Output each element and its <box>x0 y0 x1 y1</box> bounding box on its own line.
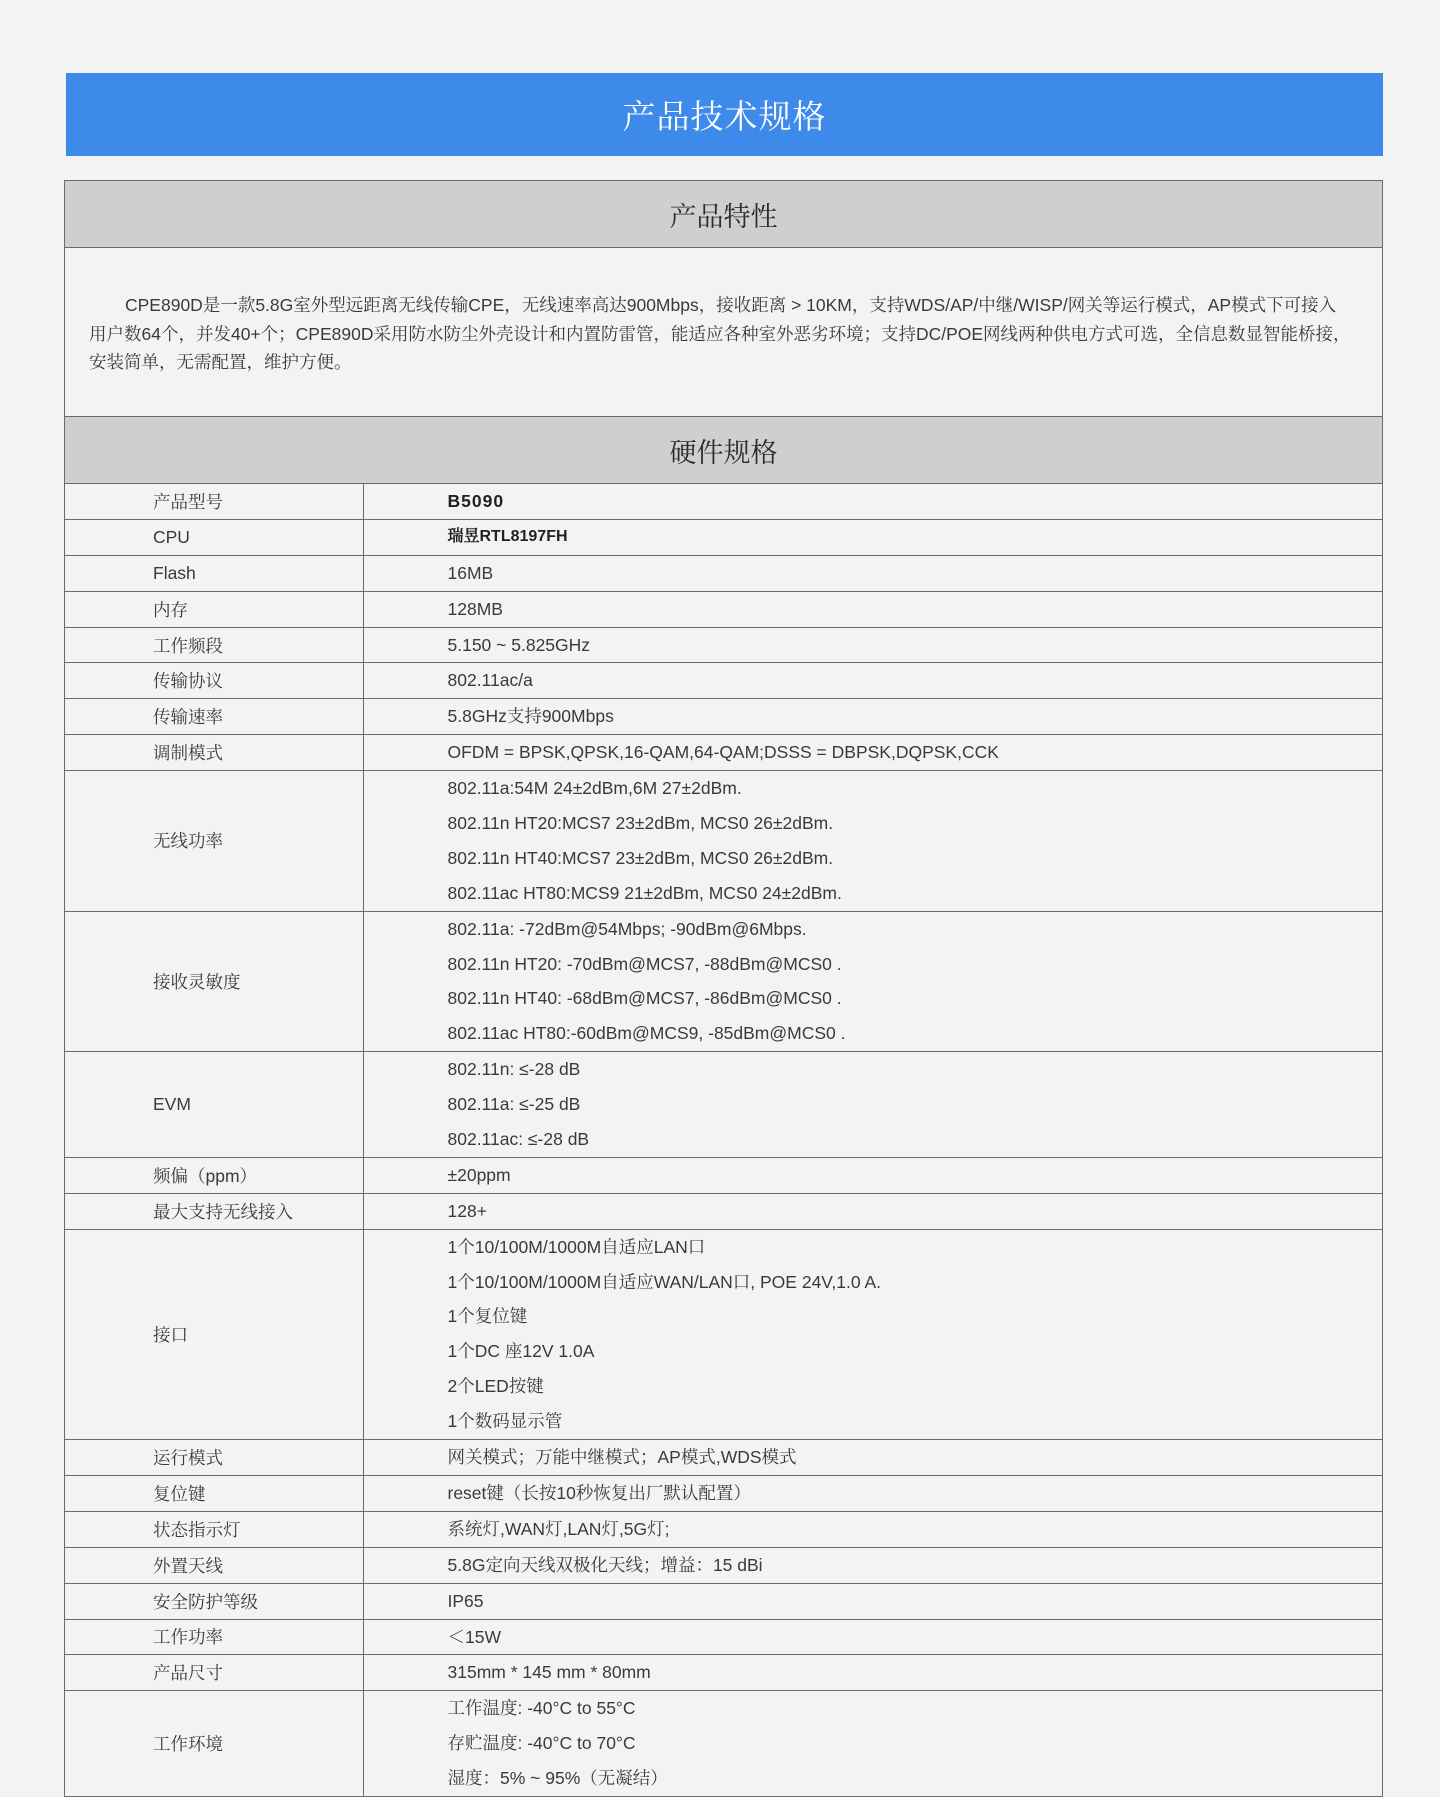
spec-value-line: 系统灯,WAN灯,LAN灯,5G灯; <box>447 1518 670 1539</box>
spec-value-line: 802.11n HT40:MCS7 23±2dBm, MCS0 26±2dBm. <box>447 847 834 868</box>
spec-value <box>363 1440 1382 1476</box>
spec-value <box>363 1052 1382 1158</box>
hardware-spec-table <box>65 484 1382 1796</box>
spec-key: 内存 <box>65 591 363 627</box>
table-row <box>65 699 1382 735</box>
table-row <box>65 1440 1382 1476</box>
spec-key: CPU <box>65 519 363 555</box>
spec-key: 运行模式 <box>65 1440 363 1476</box>
spec-key: 频偏（ppm） <box>65 1157 363 1193</box>
spec-key: 工作频段 <box>65 627 363 663</box>
spec-value-line: ＜15W <box>447 1626 501 1647</box>
spec-value <box>363 735 1382 771</box>
spec-value-line: 802.11ac HT80:MCS9 21±2dBm, MCS0 24±2dBm. <box>447 882 842 903</box>
spec-value <box>363 1511 1382 1547</box>
spec-value-line: 16MB <box>447 562 494 583</box>
banner-title: 产品技术规格 <box>622 98 827 135</box>
spec-value-line: 1个复位键 <box>447 1306 528 1327</box>
spec-key: 最大支持无线接入 <box>65 1193 363 1229</box>
spec-value <box>363 663 1382 699</box>
spec-value-line: reset键（长按10秒恢复出厂默认配置） <box>447 1482 751 1503</box>
spec-value-line: 802.11ac: ≤-28 dB <box>447 1129 590 1150</box>
spec-value-line: 网关模式；万能中继模式；AP模式,WDS模式 <box>447 1447 797 1468</box>
table-row <box>65 735 1382 771</box>
spec-value <box>363 1655 1382 1691</box>
spec-value <box>363 484 1382 519</box>
spec-value-line: 128+ <box>447 1200 487 1221</box>
spec-key: 外置天线 <box>65 1547 363 1583</box>
spec-value-line: OFDM = BPSK,QPSK,16-QAM,64-QAM;DSSS = DBPSK,DQPSK,CCK <box>447 742 999 763</box>
spec-container <box>64 180 1383 1797</box>
spec-value-line: 802.11n: ≤-28 dB <box>447 1059 581 1080</box>
spec-value-line: B5090 <box>447 491 505 511</box>
table-row <box>65 1691 1382 1796</box>
spec-value-line: 存贮温度: -40°C to 70°C <box>447 1733 636 1754</box>
spec-value <box>363 555 1382 591</box>
spec-key: 工作功率 <box>65 1619 363 1655</box>
spec-value <box>363 1619 1382 1655</box>
spec-value <box>363 1193 1382 1229</box>
table-row <box>65 519 1382 555</box>
features-title: 产品特性 <box>669 201 778 232</box>
table-row <box>65 555 1382 591</box>
spec-value-line: 5.8GHz支持900Mbps <box>447 706 614 727</box>
spec-value-line: 802.11ac HT80:-60dBm@MCS9, -85dBm@MCS0 . <box>447 1023 846 1044</box>
spec-value-line: 802.11n HT40: -68dBm@MCS7, -86dBm@MCS0 . <box>447 988 842 1009</box>
spec-value-line: 湿度：5% ~ 95%（无凝结） <box>447 1768 668 1789</box>
spec-key: 传输协议 <box>65 663 363 699</box>
spec-key: 无线功率 <box>65 771 363 912</box>
table-row <box>65 1193 1382 1229</box>
spec-value <box>363 911 1382 1052</box>
spec-value <box>363 519 1382 555</box>
spec-value-line: IP65 <box>447 1590 484 1611</box>
spec-key: 接收灵敏度 <box>65 911 363 1052</box>
spec-key: 传输速率 <box>65 699 363 735</box>
spec-value-line: ±20ppm <box>447 1164 511 1185</box>
spec-value <box>363 1691 1382 1796</box>
spec-value-line: 5.8G定向天线双极化天线；增益：15 dBi <box>447 1554 763 1575</box>
table-row <box>65 1655 1382 1691</box>
spec-value-line: 工作温度: -40°C to 55°C <box>447 1698 636 1719</box>
table-row <box>65 1547 1382 1583</box>
table-row <box>65 771 1382 912</box>
spec-value-line: 1个数码显示管 <box>447 1411 563 1432</box>
table-row <box>65 1052 1382 1158</box>
features-description <box>65 248 1382 417</box>
table-row <box>65 1583 1382 1619</box>
table-row <box>65 1229 1382 1439</box>
spec-key: Flash <box>65 555 363 591</box>
spec-value <box>363 1157 1382 1193</box>
spec-value-line: 2个LED按键 <box>447 1376 544 1397</box>
spec-key: 产品尺寸 <box>65 1655 363 1691</box>
page-banner <box>66 73 1383 156</box>
table-row <box>65 591 1382 627</box>
spec-key: 调制模式 <box>65 735 363 771</box>
spec-value-line: 128MB <box>447 598 503 619</box>
spec-value <box>363 1547 1382 1583</box>
table-row <box>65 911 1382 1052</box>
spec-key: 工作环境 <box>65 1691 363 1796</box>
spec-value-line: 瑞昱RTL8197FH <box>447 527 568 545</box>
table-row <box>65 627 1382 663</box>
spec-value <box>363 1583 1382 1619</box>
spec-value <box>363 1475 1382 1511</box>
spec-value-line: 802.11ac/a <box>447 670 533 691</box>
hardware-header <box>65 417 1382 484</box>
spec-key: 复位键 <box>65 1475 363 1511</box>
table-row <box>65 1619 1382 1655</box>
spec-key: 安全防护等级 <box>65 1583 363 1619</box>
spec-value <box>363 771 1382 912</box>
table-row <box>65 1475 1382 1511</box>
spec-value-line: 1个DC 座12V 1.0A <box>447 1341 595 1362</box>
spec-value-line: 5.150 ~ 5.825GHz <box>447 634 591 655</box>
spec-value-line: 802.11n HT20: -70dBm@MCS7, -88dBm@MCS0 . <box>447 953 842 974</box>
features-text: CPE890D是一款5.8G室外型远距离无线传输CPE，无线速率高达900Mbps，接收距离 > 10KM，支持WDS/AP/中继/WISP/网关等运行模式，AP模式下可接入用户数64个，并发40+个；CPE890D采用防水防尘外壳设计和内置防雷管，能适应各种室外恶劣环境；支持DC/POE网线两种供电方式可选，全信息数显智能桥接，安装简单，无需配置，维护方便。 <box>89 295 1351 372</box>
spec-key: 产品型号 <box>65 484 363 519</box>
spec-value <box>363 699 1382 735</box>
spec-value-line: 802.11a:54M 24±2dBm,6M 27±2dBm. <box>447 778 742 799</box>
spec-value-line: 802.11a: ≤-25 dB <box>447 1094 581 1115</box>
table-row <box>65 1511 1382 1547</box>
spec-value-line: 1个10/100M/1000M自适应WAN/LAN口, POE 24V,1.0 A. <box>447 1271 881 1292</box>
spec-value-line: 802.11a: -72dBm@54Mbps; -90dBm@6Mbps. <box>447 918 807 939</box>
table-row <box>65 1157 1382 1193</box>
spec-value <box>363 1229 1382 1439</box>
spec-key: 接口 <box>65 1229 363 1439</box>
spec-value-line: 1个10/100M/1000M自适应LAN口 <box>447 1236 706 1257</box>
spec-value-line: 315mm * 145 mm * 80mm <box>447 1662 651 1683</box>
spec-key: EVM <box>65 1052 363 1158</box>
features-header <box>65 181 1382 248</box>
hardware-title: 硬件规格 <box>669 437 778 468</box>
table-row <box>65 484 1382 519</box>
table-row <box>65 663 1382 699</box>
spec-key: 状态指示灯 <box>65 1511 363 1547</box>
spec-value <box>363 627 1382 663</box>
spec-value <box>363 591 1382 627</box>
spec-value-line: 802.11n HT20:MCS7 23±2dBm, MCS0 26±2dBm. <box>447 813 834 834</box>
